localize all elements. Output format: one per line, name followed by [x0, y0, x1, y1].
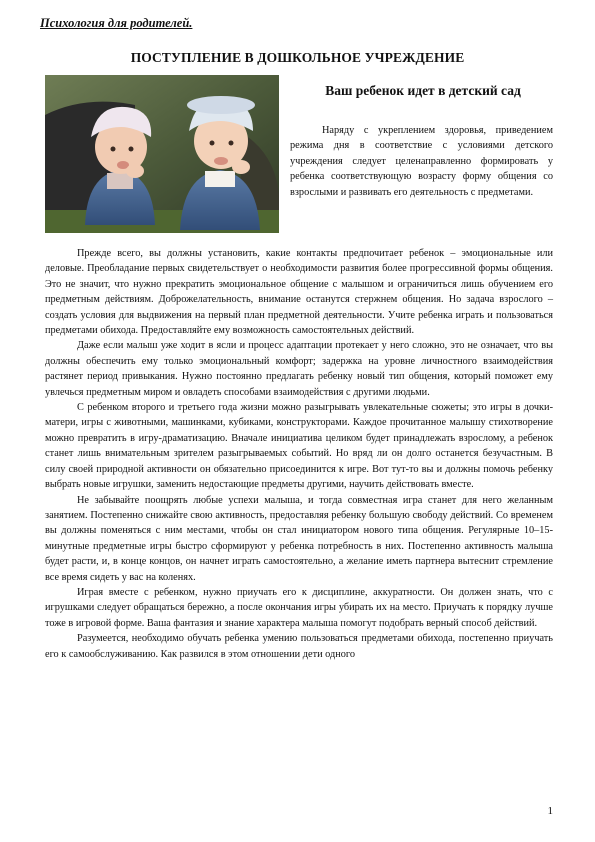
- side-paragraph: Наряду с укреплением здоровья, приведением режима дня в соответствие с условиями детского учреждения следует целенаправленно формировать у ребенка соответствующую возрасту форму общения со взрослыми и развивать его деятельность с предметами.: [290, 125, 553, 198]
- page-number: 1: [547, 805, 553, 817]
- paragraph: Не забывайте поощрять любые успехи малыша, и тогда совместная игра станет для него желанным занятием. Постепенно снижайте свою активность, предоставляя ребенку большую свободу действий. Со временем вы должны поменяться с ним местами, чтобы он стал инициатором нового типа общения. Регулярные 10–15-минутные предметные игры быстро сформируют у ребенка потребность в них. Постепенно активность малыша будет расти, и, в конце концов, он начнет играть самостоятельно, а желание иметь партнера вытеснит стремление все время сидеть у вас на коленях.: [45, 494, 553, 583]
- header-rubric: Психология для родителей.: [40, 16, 193, 30]
- paragraph: Играя вместе с ребенком, нужно приучать его к дисциплине, аккуратности. Он должен знать, что с игрушками следует обращаться бережно, а после окончания игры убирать их на место. Приучать к порядку лучше тоже в игровой форме. Ваша фантазия и знание характера малыша помогут подобрать верный способ действий.: [45, 586, 553, 629]
- page-title: ПОСТУПЛЕНИЕ В ДОШКОЛЬНОЕ УЧРЕЖДЕНИЕ: [130, 50, 465, 65]
- paragraph: С ребенком второго и третьего года жизни можно разыгрывать увлекательные сюжеты; это игры в дочки-матери, игры с животными, машинками, кубиками, конструкторами. Каждое прочитанное малышу стихотворение можно превратить в игру-драматизацию. Вначале инициатива целиком будет принадлежать взрослому, а ребенок станет лишь внимательным зрителем разыгрываемых событий. Но вряд ли он долго останется безучастным. В силу своей природной активности он обязательно присоединится к игре. Вот тут-то вы и должны помочь ребенку выбрать новые игрушки, заменить недостающие предметы другими, научить действовать вместе.: [45, 402, 553, 491]
- photo-two-toddlers: [45, 75, 279, 233]
- article-subtitle: Ваш ребенок идет в детский сад: [325, 83, 521, 98]
- article-body: [45, 246, 553, 662]
- photo-illustration: [45, 75, 279, 233]
- paragraph: Прежде всего, вы должны установить, какие контакты предпочитает ребенок – эмоциональные или деловые. Преобладание первых свидетельствует о необходимости развития более прогрессивной формы общения. Это не значит, что нужно прекратить эмоциональное общение с малышом и ограничиться лишь обучением его предметным действиям. Доброжелательность, внимание останутся стержнем общения. Но задача взрослого – создать условия для выдвижения на первый план предметной деятельности. Учите ребенка играть и пользоваться предметами обихода. Предоставляйте ему возможность самостоятельных действий.: [45, 248, 553, 337]
- paragraph: Разумеется, необходимо обучать ребенка умению пользоваться предметами обихода, постепенно приучать его к самообслуживанию. Как развился в этом отношении дети одного: [45, 633, 553, 660]
- paragraph: Даже если малыш уже ходит в ясли и процесс адаптации протекает у него сложно, это не означает, что вы должны обеспечить ему только эмоциональный комфорт; задержка на уровне личностного взаимодействия растянет период привыкания. Нужно постоянно предлагать ребенку новый тип общения, который поможет ему увлечься предметным миром и овладеть способами взаимодействия с другими людьми.: [45, 340, 553, 398]
